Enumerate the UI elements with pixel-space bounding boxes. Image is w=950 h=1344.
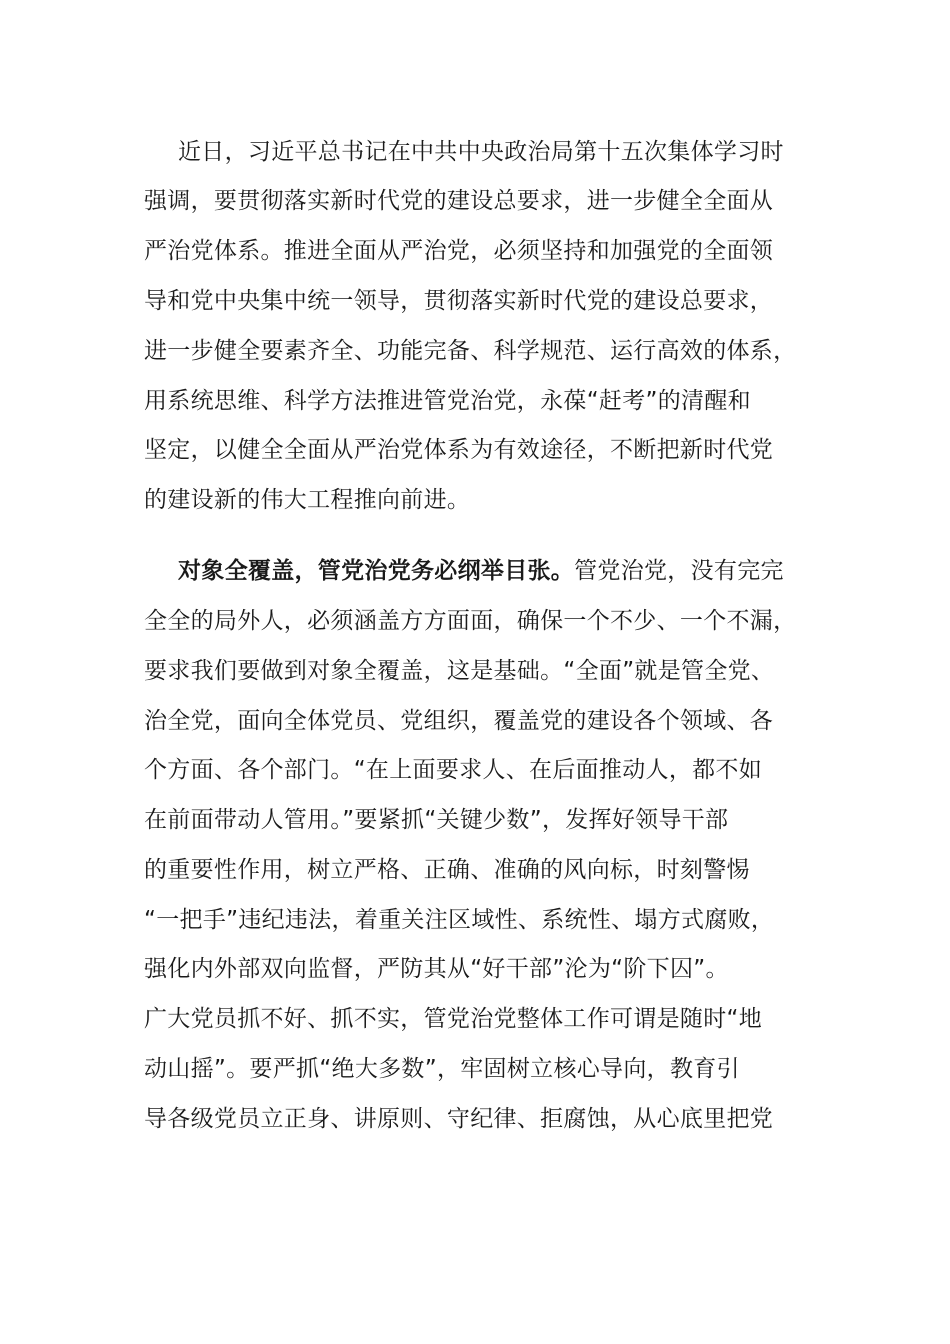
paragraph-1-line-5: 进一步健全要素齐全、功能完备、科学规范、运行高效的体系， <box>144 338 797 364</box>
paragraph-2-line-11: 动山摇”。要严抓“绝大多数”，牢固树立核心导向，教育引 <box>144 1056 740 1082</box>
paragraph-1-line-6: 用系统思维、科学方法推进管党治党，永葆“赶考”的清醒和 <box>144 388 751 414</box>
paragraph-2-lead-heading: 对象全覆盖，管党治党务必纲举目张。 <box>178 558 575 584</box>
paragraph-1-line-8: 的建设新的伟大工程推向前进。 <box>144 487 471 513</box>
paragraph-2-line-3: 要求我们要做到对象全覆盖，这是基础。“全面”就是管全党、 <box>144 658 775 684</box>
paragraph-2-line-1-text: 管党治党，没有完完 <box>574 558 784 584</box>
paragraph-2-line-2: 全全的局外人，必须涵盖方方面面，确保一个不少、一个不漏， <box>144 608 797 634</box>
paragraph-2-line-10: 广大党员抓不好、抓不实，管党治党整体工作可谓是随时“地 <box>144 1006 763 1032</box>
paragraph-2-line-12: 导各级党员立正身、讲原则、守纪律、拒腐蚀，从心底里把党 <box>144 1106 774 1132</box>
paragraph-2-line-5: 个方面、各个部门。“在上面要求人、在后面推动人，都不如 <box>144 757 763 783</box>
paragraph-1-line-1: 近日，习近平总书记在中共中央政治局第十五次集体学习时 <box>178 139 784 165</box>
paragraph-2-line-6: 在前面带动人管用。”要紧抓“关键少数”，发挥好领导干部 <box>144 807 729 833</box>
paragraph-2-line-7: 的重要性作用，树立严格、正确、准确的风向标，时刻警惕 <box>144 857 750 883</box>
paragraph-2-line-8: “一把手”违纪违法，着重关注区域性、系统性、塌方式腐败， <box>144 907 775 933</box>
paragraph-1-line-4: 导和党中央集中统一领导，贯彻落实新时代党的建设总要求， <box>144 288 774 314</box>
paragraph-2-line-4: 治全党，面向全体党员、党组织，覆盖党的建设各个领域、各 <box>144 708 774 734</box>
paragraph-1-line-3: 严治党体系。推进全面从严治党，必须坚持和加强党的全面领 <box>144 238 774 264</box>
paragraph-1-line-7: 坚定，以健全全面从严治党体系为有效途径，不断把新时代党 <box>144 437 774 463</box>
paragraph-2-line-1 <box>178 556 784 586</box>
paragraph-1-line-2: 强调，要贯彻落实新时代党的建设总要求，进一步健全全面从 <box>144 188 774 214</box>
paragraph-2-line-9: 强化内外部双向监督，严防其从“好干部”沦为“阶下囚”。 <box>144 956 729 982</box>
